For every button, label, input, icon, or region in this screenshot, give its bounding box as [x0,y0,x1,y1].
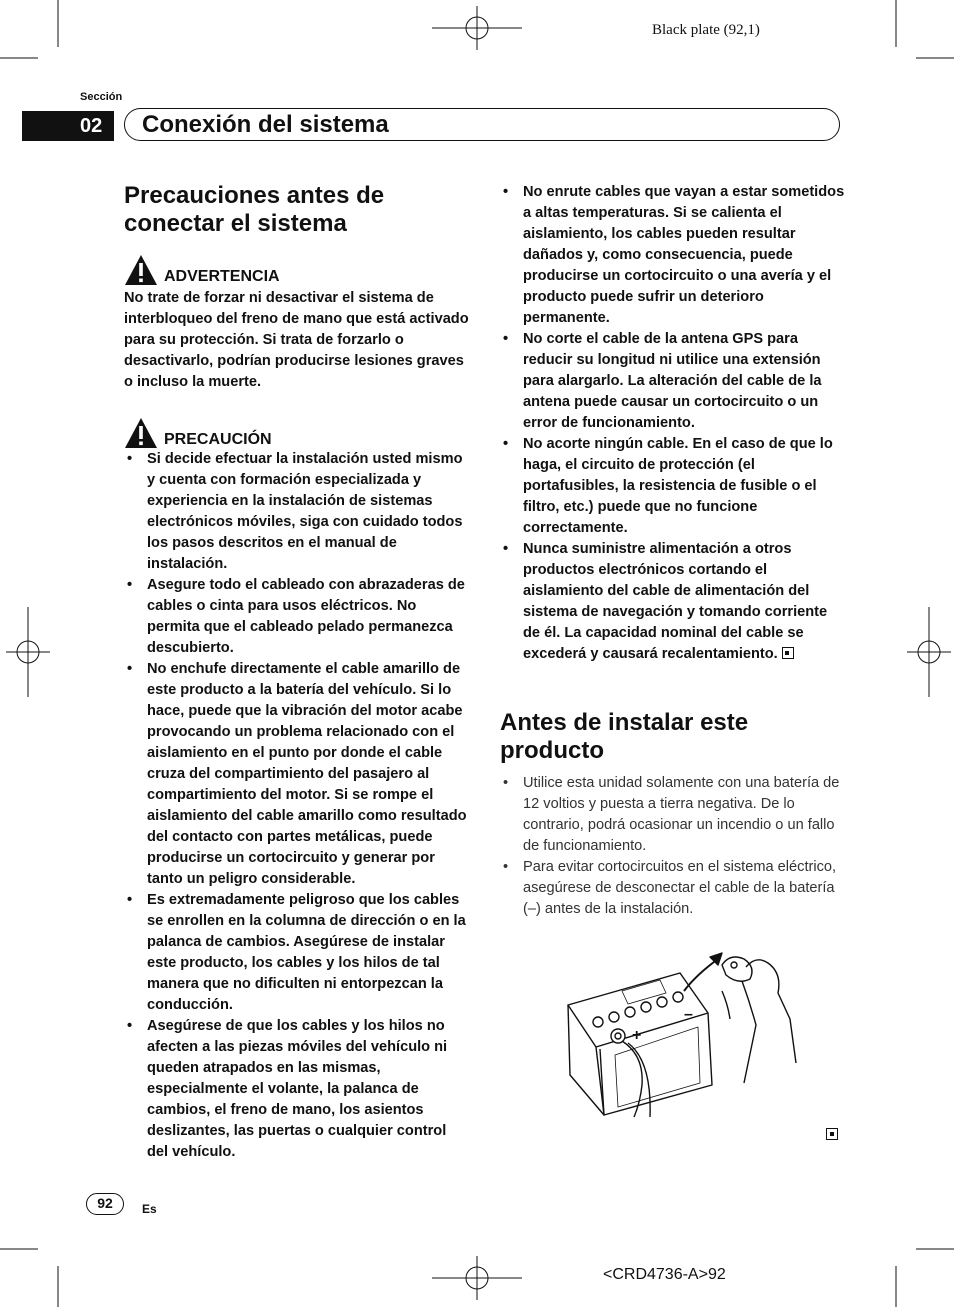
list-item: • Si decide efectuar la instalación usted mismo y cuenta con formación especializada y experiencia en la instalación de sistemas electrónicos móviles, siga con cuidado todos los pasos descritos en el manual de instalación. [124,449,469,575]
list-item: • Es extremadamente peligroso que los cables se enrollen en la columna de dirección o en la palanca de cambios. Asegúrese de instalar este producto, los cables y los hilos de tal manera que no dificulten ni entorpezcan la conducción. [124,890,469,1016]
battery-minus-label: – [684,1006,693,1023]
list-item: • No enrute cables que vayan a estar sometidos a altas temperaturas. Si se calienta el aislamiento, los cables pueden resultar dañados y, como consecuencia, puede producirse un cortocircuito o una avería y el producto puede sufrir un deterioro permanente. [500,182,845,329]
right-column [500,182,845,920]
list-item: • Utilice esta unidad solamente con una batería de 12 voltios y puesta a tierra negativa. De lo contrario, podrá ocasionar un incendio o un fallo de funcionamiento. [500,773,845,857]
list-item: • Asegúrese de que los cables y los hilos no afecten a las piezas móviles del vehículo ni queden atrapados en las mismas, especialmente el volante, la palanca de cambios, el freno de mano, los asientos deslizantes, las puertas o cualquier control del vehículo. [124,1016,469,1163]
battery-illustration [560,945,800,1120]
list-item: • Para evitar cortocircuitos en el sistema eléctrico, asegúrese de desconectar el cable de la batería (–) antes de la instalación. [500,857,845,920]
caution-icon [124,417,158,449]
install-list [500,773,845,920]
section-label: Sección [80,91,123,103]
caution-list [124,449,469,1163]
section-title: Conexión del sistema [142,111,389,138]
registration-mark-top [432,6,522,50]
warning-header [124,254,469,286]
caution-header [124,417,469,449]
left-column [124,182,469,1163]
registration-mark-right [907,607,951,697]
end-of-section-icon [826,1128,838,1140]
warning-icon [124,254,158,286]
language-code: Es [142,1202,157,1216]
list-item [500,539,845,665]
warning-label: ADVERTENCIA [164,268,280,285]
heading-antes-de-instalar: Antes de instalar este producto [500,709,749,764]
caution-label: PRECAUCIÓN [164,431,272,448]
warning-text: No trate de forzar ni desactivar el sistema de interbloqueo del freno de mano que está activado para su protección. Si trata de forzarlo o desactivarlo, podrían producirse lesiones graves o incluso la muerte. [124,290,469,390]
list-item: • No corte el cable de la antena GPS para reducir su longitud ni utilice una extensión para alargarlo. La alteración del cable de la antena puede causar un cortocircuito o un error de funcionamiento. [500,329,845,434]
section-number: 02 [22,111,114,141]
caution-list-continued [500,182,845,665]
list-item: • No enchufe directamente el cable amarillo de este producto a la batería del vehículo. Si lo hace, puede que la vibración del motor acabe provocando un problema relacionado con el aislamiento en el punto por donde el cable cruza del compartimiento del pasajero al compartimiento del motor. Si se rompe el aislamiento del cable amarillo como resultado del contacto con partes metálicas, puede producirse un cortocircuito y generar por tanto un peligro considerable. [124,659,469,890]
plate-label: Black plate (92,1) [652,22,760,38]
list-item: • No acorte ningún cable. En el caso de que lo haga, el circuito de protección (el portafusibles, la resistencia de fusible o el filtro, etc.) puede que no funcione correctamente. [500,434,845,539]
registration-mark-left [6,607,50,697]
end-of-section-icon [782,647,794,659]
battery-plus-label: + [632,1027,642,1044]
registration-mark-bottom [432,1256,522,1300]
page-number: 92 [86,1193,124,1215]
list-item: • Asegure todo el cableado con abrazaderas de cables o cinta para usos eléctricos. No permita que el cableado pelado permanezca descubierto. [124,575,469,659]
document-code: <CRD4736-A>92 [603,1266,726,1283]
list-item-text: Nunca suministre alimentación a otros productos electrónicos cortando el aislamiento del cable de alimentación del sistema de navegación y tomando corriente de él. La capacidad nominal del cable se excederá y causará recalentamiento. [523,541,828,662]
heading-precauciones: Precauciones antes de conectar el sistema [124,182,385,237]
